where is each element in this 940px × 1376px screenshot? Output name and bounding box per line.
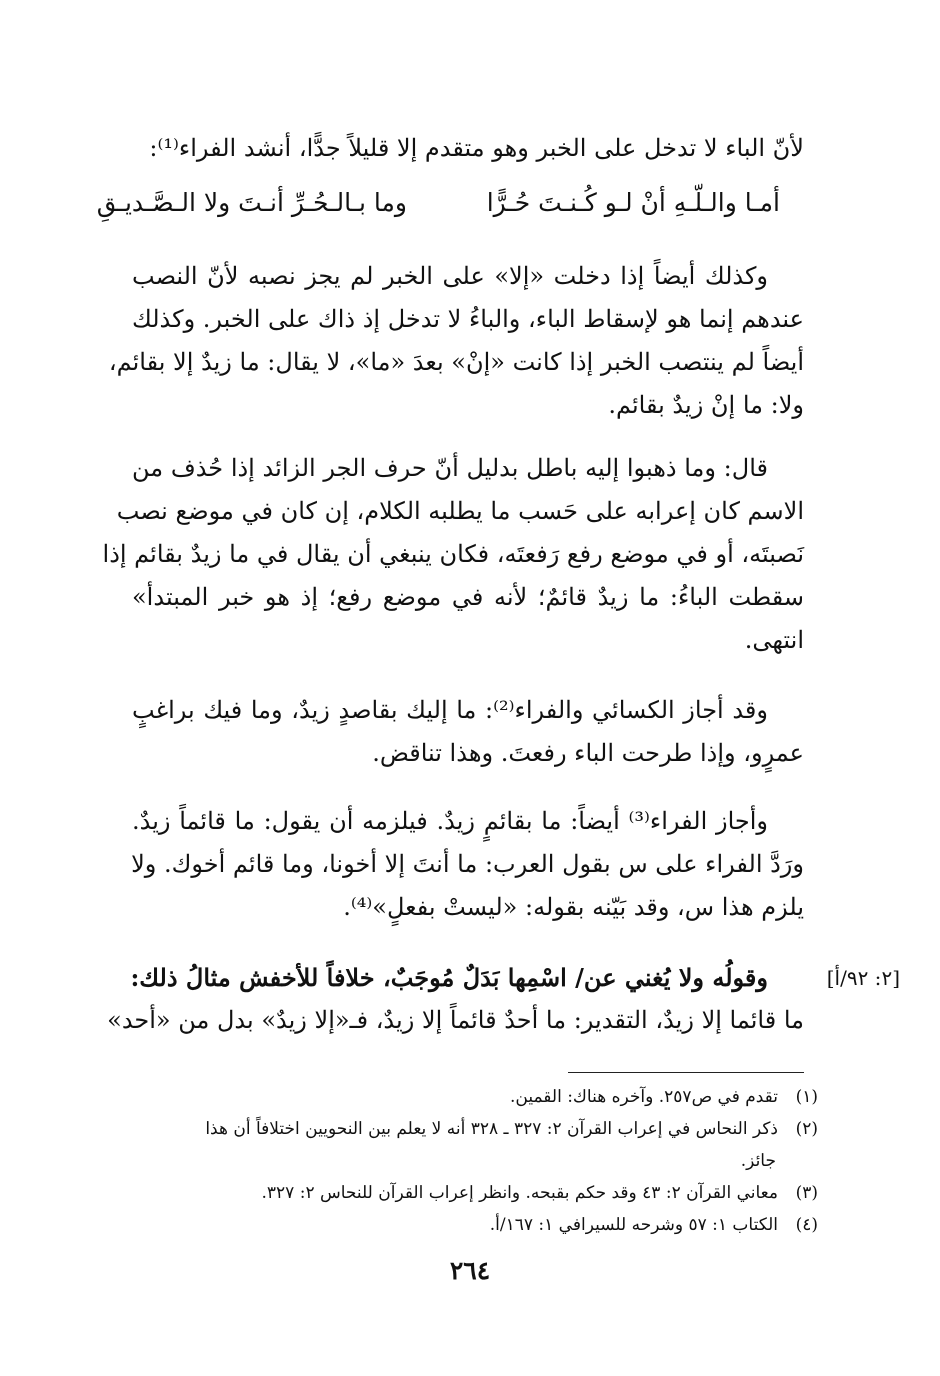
footnote-2-continuation: جائز. <box>740 1151 776 1171</box>
paragraph-5-line: وأجاز الفراء⁽³⁾ أيضاً: ما بقائمٍ زيدٌ. فيلزمه أن يقول: ما قائماً زيدٌ. <box>132 807 768 835</box>
paragraph-3-line: قال: وما ذهبوا إليه باطل بدليل أنّ حرف الجر الزائد إذا حُذف من <box>132 454 768 482</box>
verse-first-hemistich: أمـا والـلّـهِ أنْ لـو كُـنـتَ حُـرًّا <box>486 188 780 217</box>
paragraph-3-line: انتهى. <box>744 626 804 654</box>
paragraph-2-line: عندهم إنما هو لإسقاط الباء، والباءُ لا تدخل إذ ذاك على الخبر. وكذلك <box>132 305 804 333</box>
footnote-2 <box>128 1114 818 1144</box>
paragraph-2-line: أيضاً لم ينتصب الخبر إذا كانت «إنْ» بعدَ «ما»، لا يقال: ما زيدٌ إلا بقائم، <box>108 348 804 376</box>
footnote-number: (١) <box>795 1087 818 1107</box>
footnote-number: (٢) <box>795 1119 818 1139</box>
verse-second-hemistich: وما بـالـحُـرِّ أنـتَ ولا الـصَّـديـقِ <box>96 188 407 217</box>
paragraph-3-line: سقطت الباءُ: ما زيدٌ قائمٌ؛ لأنه في موضع رفع؛ إذ هو خبر المبتدأ» <box>132 583 804 611</box>
paragraph-6-line: ما قائما إلا زيدٌ، التقدير: ما أحدٌ قائماً إلا زيدٌ، فـ«إلا زيدٌ» بدل من «أحد» <box>107 1006 804 1034</box>
footnote-separator <box>568 1072 804 1073</box>
paragraph-4-line: عمرٍو، وإذا طرحت الباء رفعتَ. وهذا تناقض. <box>372 739 804 767</box>
footnote-4 <box>128 1210 818 1240</box>
paragraph-4-line: وقد أجاز الكسائي والفراء⁽²⁾: ما إليك بقاصدٍ زيدٌ، وما فيك براغبٍ <box>132 696 768 724</box>
page-number: ٢٦٤ <box>449 1256 491 1285</box>
footnote-text: تقدم في ص٢٥٧. وآخره هناك: القمين. <box>509 1087 778 1107</box>
paragraph-6-heading-line: وقولُه ولا يُغني عن/ اسْمِها بَدَلٌ مُوجَبٌ، خلافاً للأخفش مثالُ ذلك: <box>130 963 768 992</box>
paragraph-1-line: لأنّ الباء لا تدخل على الخبر وهو متقدم إلا قليلاً جدًّا، أنشد الفراء⁽¹⁾: <box>149 134 804 162</box>
footnote-3 <box>128 1178 818 1208</box>
manuscript-margin-reference: [٢: ٩٢/أ] <box>826 966 900 990</box>
footnote-text: ذكر النحاس في إعراب القرآن ٢: ٣٢٧ ـ ٣٢٨ أنه لا يعلم بين النحويين اختلافاً أن هذا <box>205 1119 778 1139</box>
footnote-1 <box>128 1082 818 1112</box>
paragraph-3-line: الاسم كان إعرابه على حَسب ما يطلبه الكلام، إن كان في موضع نصب <box>116 497 804 525</box>
footnote-number: (٣) <box>795 1183 818 1203</box>
footnote-text: معاني القرآن ٢: ٤٣ وقد حكم بقبحه. وانظر إعراب القرآن للنحاس ٢: ٣٢٧. <box>261 1183 778 1203</box>
paragraph-5-line: يلزم هذا س، وقد بَيّنه بقوله: «ليستْ بفعلٍ»⁽⁴⁾. <box>343 893 804 921</box>
paragraph-2-line: وكذلك أيضاً إذا دخلت «إلا» على الخبر لم يجز نصبه لأنّ النصب <box>132 262 769 290</box>
paragraph-3-line: نَصبتَه، أو في موضع رفع رَفعتَه، فكان ينبغي أن يقال في ما زيدٌ بقائم إذا <box>102 540 804 568</box>
paragraph-2-line: ولا: ما إنْ زيدٌ بقائم. <box>608 391 804 419</box>
footnote-text: الكتاب ١: ٥٧ وشرحه للسيرافي ١: ١٦٧/أ. <box>489 1215 778 1235</box>
paragraph-5-line: ورَدَّ الفراء على س بقول العرب: ما أنتَ إلا أخونا، وما قائم أخوك. ولا <box>131 850 804 878</box>
footnote-number: (٤) <box>795 1215 818 1235</box>
